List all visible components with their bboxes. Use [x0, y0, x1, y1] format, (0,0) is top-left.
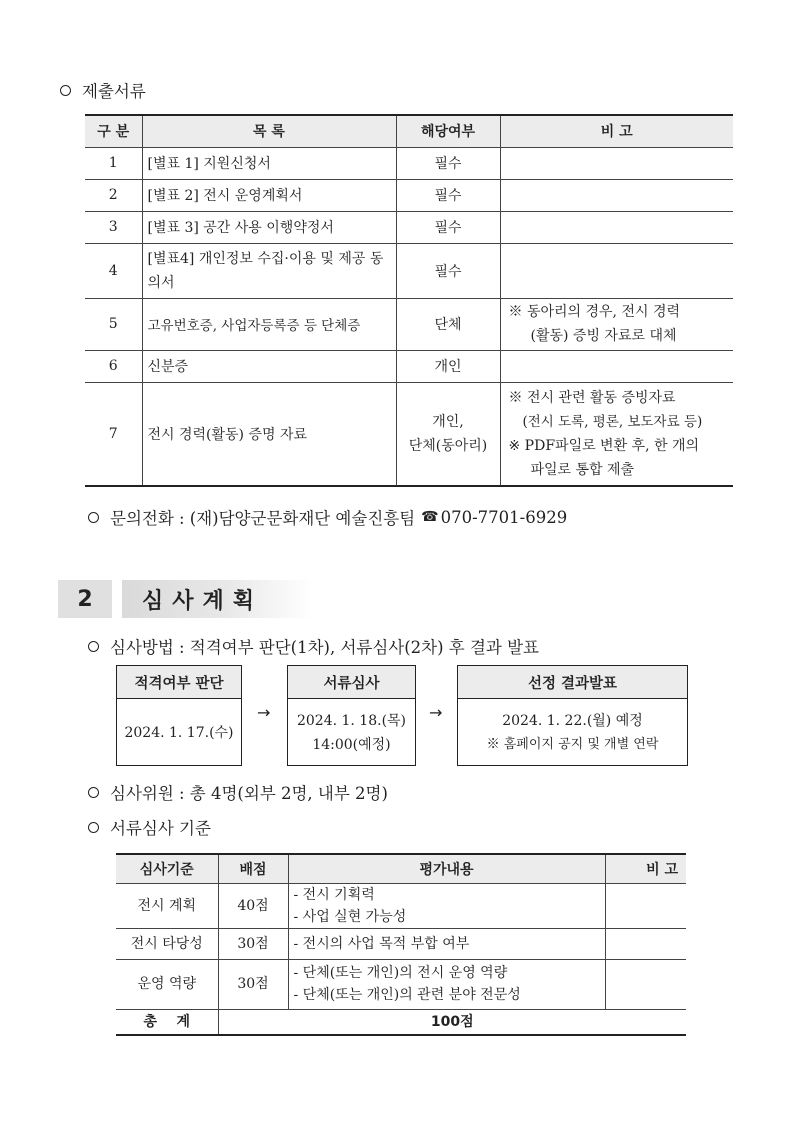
- row-number: 4: [85, 243, 142, 298]
- criterion-content: - 단체(또는 개인)의 전시 운영 역량 - 단체(또는 개인)의 관련 분야 전문성: [288, 959, 605, 1009]
- circle-bullet-icon: [88, 787, 99, 798]
- flow-step-title: 선정 결과발표: [458, 666, 687, 699]
- doc-note: [500, 243, 733, 298]
- row-number: 3: [85, 211, 142, 243]
- docs-header-row: [85, 115, 733, 147]
- note-line: ※ PDF파일로 변환 후, 한 개의: [508, 437, 700, 454]
- table-row: [85, 179, 733, 211]
- col-header-remark: 비 고: [605, 854, 686, 883]
- flow-step-title: 적격여부 판단: [117, 666, 241, 699]
- criterion-remark: [605, 959, 686, 1009]
- doc-item: 고유번호증, 사업자등록증 등 단체증: [142, 298, 396, 350]
- flow-step-title: 서류심사: [288, 666, 415, 699]
- criteria-table: [116, 853, 686, 1036]
- table-row: [116, 883, 686, 928]
- table-row: [85, 382, 733, 486]
- doc-required: 필수: [396, 179, 500, 211]
- row-number: 2: [85, 179, 142, 211]
- contact-line: [88, 505, 567, 529]
- doc-note: [500, 298, 733, 350]
- table-row: [116, 928, 686, 959]
- flow-step-announcement: [457, 665, 688, 766]
- col-header-score: 배점: [218, 854, 288, 883]
- doc-item: 신분증: [142, 350, 396, 382]
- doc-item: [별표 3] 공간 사용 이행약정서: [142, 211, 396, 243]
- col-header-note: 비 고: [500, 115, 733, 147]
- doc-item: [별표 1] 지원신청서: [142, 147, 396, 179]
- doc-required: 개인: [396, 350, 500, 382]
- col-header-list: 목 록: [142, 115, 396, 147]
- doc-note: [500, 382, 733, 486]
- doc-required: 필수: [396, 211, 500, 243]
- doc-note: [500, 350, 733, 382]
- note-line: (전시 도록, 평론, 보도자료 등): [522, 413, 703, 430]
- doc-required: 단체: [396, 298, 500, 350]
- arrow-right-icon: →: [257, 703, 271, 722]
- judges-line: 심사위원 : 총 4명(외부 2명, 내부 2명): [88, 780, 388, 804]
- criterion-score: 30점: [218, 928, 288, 959]
- criterion-name: 운영 역량: [116, 959, 218, 1009]
- circle-bullet-icon: [60, 85, 71, 96]
- row-number: 7: [85, 382, 142, 486]
- criteria-header-row: [116, 854, 686, 883]
- table-row: [85, 298, 733, 350]
- flow-step-body: 2024. 1. 18.(목) 14:00(예정): [296, 712, 407, 753]
- flow-step-review: [287, 665, 416, 766]
- criterion-content: - 전시 기획력 - 사업 실현 가능성: [288, 883, 605, 928]
- criteria-heading: 서류심사 기준: [88, 815, 211, 839]
- criterion-score: 40점: [218, 883, 288, 928]
- circle-bullet-icon: [88, 822, 99, 833]
- doc-note: [500, 179, 733, 211]
- doc-item: 전시 경력(활동) 증명 자료: [142, 382, 396, 486]
- doc-note: [500, 211, 733, 243]
- doc-note: [500, 147, 733, 179]
- total-row: [116, 1009, 686, 1035]
- doc-required: 필수: [396, 243, 500, 298]
- criterion-score: 30점: [218, 959, 288, 1009]
- doc-item: [별표 2] 전시 운영계획서: [142, 179, 396, 211]
- note-line: 파일로 통합 제출: [530, 461, 635, 478]
- table-row: [116, 959, 686, 1009]
- circle-bullet-icon: [88, 512, 99, 523]
- method-line: 심사방법 : 적격여부 판단(1차), 서류심사(2차) 후 결과 발표: [88, 634, 539, 658]
- docs-table: [85, 114, 733, 487]
- criterion-content: - 전시의 사업 목적 부합 여부: [288, 928, 605, 959]
- flow-step-eligibility: [116, 665, 242, 766]
- row-number: 6: [85, 350, 142, 382]
- arrow-right-icon: →: [429, 703, 443, 722]
- section-title: 심사계획: [122, 580, 312, 618]
- note-line: ※ 전시 관련 활동 증빙자료: [508, 389, 676, 406]
- criterion-name: 전시 계획: [116, 883, 218, 928]
- table-row: [85, 147, 733, 179]
- contact-label: 문의전화 : (재)담양군문화재단 예술진흥팀: [110, 509, 416, 528]
- col-header-content: 평가내용: [288, 854, 605, 883]
- col-header-criterion: 심사기준: [116, 854, 218, 883]
- section-number: 2: [58, 580, 112, 618]
- docs-heading: 제출서류: [60, 78, 146, 102]
- col-header-required: 해당여부: [396, 115, 500, 147]
- table-row: [85, 211, 733, 243]
- row-number: 1: [85, 147, 142, 179]
- flow-step-body: 2024. 1. 17.(수): [124, 724, 234, 741]
- table-row: [85, 350, 733, 382]
- contact-phone: 070-7701-6929: [440, 507, 568, 527]
- doc-item: [별표4] 개인정보 수집·이용 및 제공 동의서: [142, 243, 396, 298]
- phone-icon: ☎: [421, 509, 439, 525]
- note-line: ※ 동아리의 경우, 전시 경력: [508, 304, 680, 320]
- flow-step-body: 2024. 1. 22.(월) 예정 ※ 홈페이지 공지 및 개별 연락: [486, 712, 659, 752]
- total-value: 100점: [218, 1009, 686, 1035]
- row-number: 5: [85, 298, 142, 350]
- circle-bullet-icon: [88, 641, 99, 652]
- doc-required: 필수: [396, 147, 500, 179]
- note-line: (활동) 증빙 자료로 대체: [530, 328, 677, 344]
- criterion-remark: [605, 883, 686, 928]
- total-label: 총 계: [116, 1009, 218, 1035]
- doc-required: 개인, 단체(동아리): [396, 382, 500, 486]
- col-header-category: 구 분: [85, 115, 142, 147]
- criterion-name: 전시 타당성: [116, 928, 218, 959]
- table-row: [85, 243, 733, 298]
- criterion-remark: [605, 928, 686, 959]
